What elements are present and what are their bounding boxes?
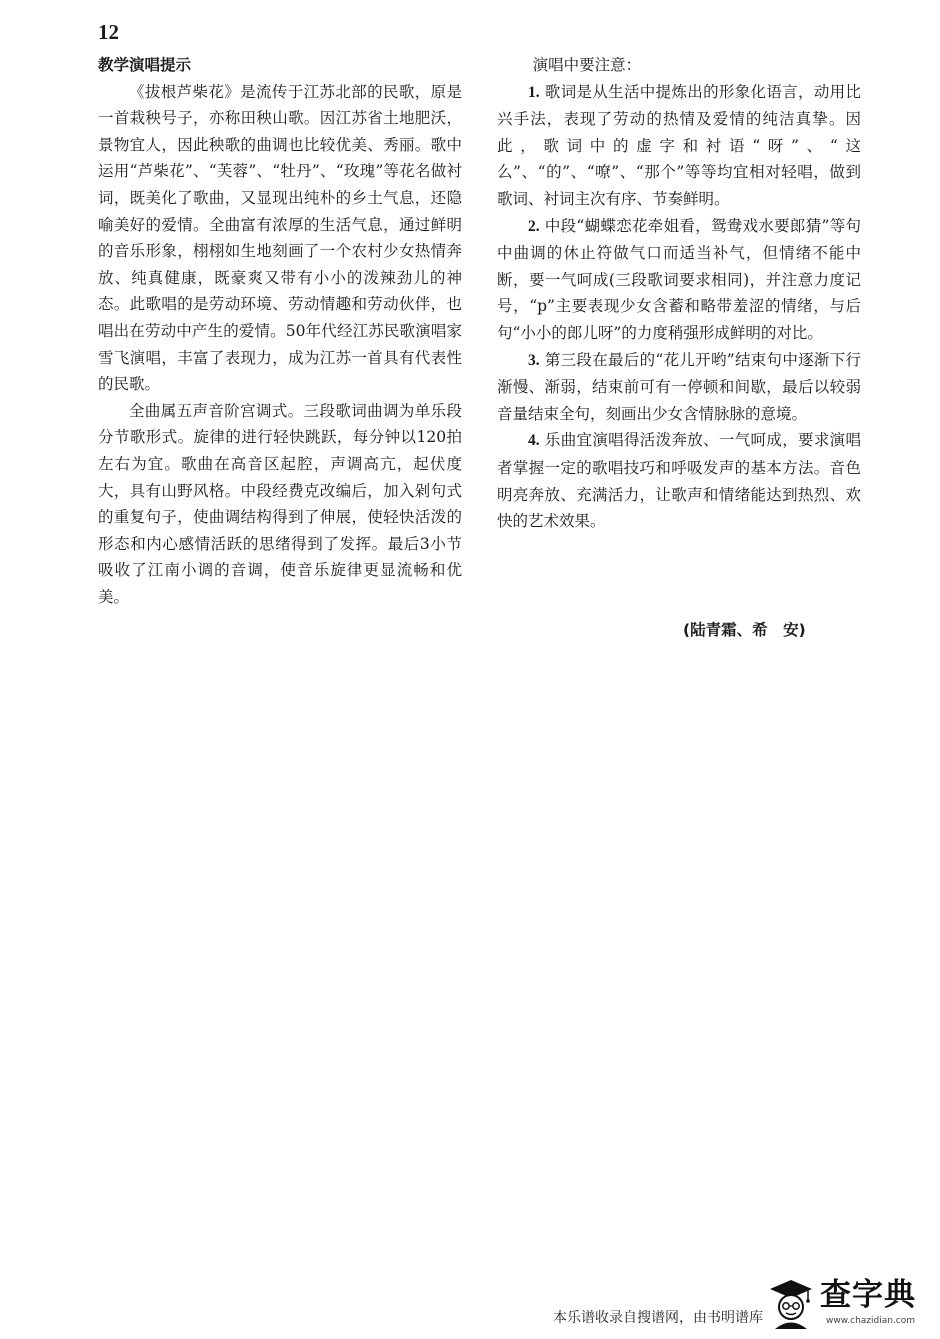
watermark-name: 查字典 [820, 1277, 916, 1313]
site-watermark[interactable] [764, 1276, 928, 1334]
right-column [497, 52, 861, 535]
page-number: 12 [98, 20, 119, 44]
note-number: 2. [528, 217, 540, 235]
watermark-url: www.chazidian.com [826, 1316, 916, 1326]
source-footer-text: 本乐谱收录自搜谱网，由书明谱库 [553, 1310, 763, 1326]
note-text: 第三段在最后的“花儿开哟”结束句中逐渐下行渐慢、渐弱，结束前可有一停顿和间歇，最后以较弱音量结束全句，刻画出少女含情脉脉的意境。 [497, 350, 861, 423]
paragraph-musical-structure: 全曲属五声音阶宫调式。三段歌词曲调为单乐段分节歌形式。旋律的进行轻快跳跃，每分钟以120拍左右为宜。歌曲在高音区起腔，声调高亢，起伏度大，具有山野风格。中段经费克改编后，加入剁句式的重复句子，使曲调结构得到了伸展，使轻快活泼的形态和内心感情活跃的思绪得到了发挥。最后3小节吸收了江南小调的音调，使音乐旋律更显流畅和优美。 [98, 401, 462, 606]
note-text: 乐曲宜演唱得活泼奔放、一气呵成，要求演唱者掌握一定的歌唱技巧和呼吸发声的基本方法。音色明亮奔放、充满活力，让歌声和情绪能达到热烈、欢快的艺术效果。 [497, 431, 861, 531]
notes-intro: 演唱中要注意： [532, 56, 642, 74]
scholar-mascot-icon [768, 1278, 814, 1330]
note-text: 中段“蝴蝶恋花牵姐看，鸳鸯戏水要郎猜”等句中曲调的休止符做气口而适当补气，但情绪不能中断，要一气呵成(三段歌词要求相同)，并注意力度记号，“p”主要表现少女含蓄和略带羞涩的情绪，与后句“小小的郎儿呀”的力度稍强形成鲜明的对比。 [497, 216, 861, 342]
note-text: 歌词是从生活中提炼出的形象化语言，动用比兴手法，表现了劳动的热情及爱情的纯洁真挚。因此，歌词中的虚字和衬语“呀”、“这么”、“的”、“嘹”、“那个”等等均宜相对轻唱，做到歌词、衬词主次有序、节奏鲜明。 [497, 82, 861, 208]
note-item [497, 347, 861, 428]
author-signature: (陆青霜、希 安) [683, 621, 806, 639]
paragraph-song-background: 《拔根芦柴花》是流传于江苏北部的民歌，原是一首栽秧号子，亦称田秧山歌。因江苏省土地肥沃，景物宜人，因此秧歌的曲调也比较优美、秀丽。歌中运用“芦柴花”、“芙蓉”、“牡丹”、“玫瑰”等花名做衬词，既美化了歌曲，又显现出纯朴的乡土气息，还隐喻美好的爱情。全曲富有浓厚的生活气息，通过鲜明的音乐形象，栩栩如生地刻画了一个农村少女热情奔放、纯真健康，既豪爽又带有小小的泼辣劲儿的神态。此歌唱的是劳动环境、劳动情趣和劳动伙伴，也唱出在劳动中产生的爱情。50年代经江苏民歌演唱家雪飞演唱，丰富了表现力，成为江苏一首具有代表性的民歌。 [98, 82, 462, 394]
note-number: 1. [528, 83, 540, 101]
note-number: 4. [528, 432, 540, 450]
note-number: 3. [528, 351, 540, 369]
note-item [497, 213, 861, 347]
note-item [497, 427, 861, 534]
section-title: 教学演唱提示 [98, 56, 192, 74]
note-item [497, 79, 861, 213]
left-column [98, 52, 462, 610]
